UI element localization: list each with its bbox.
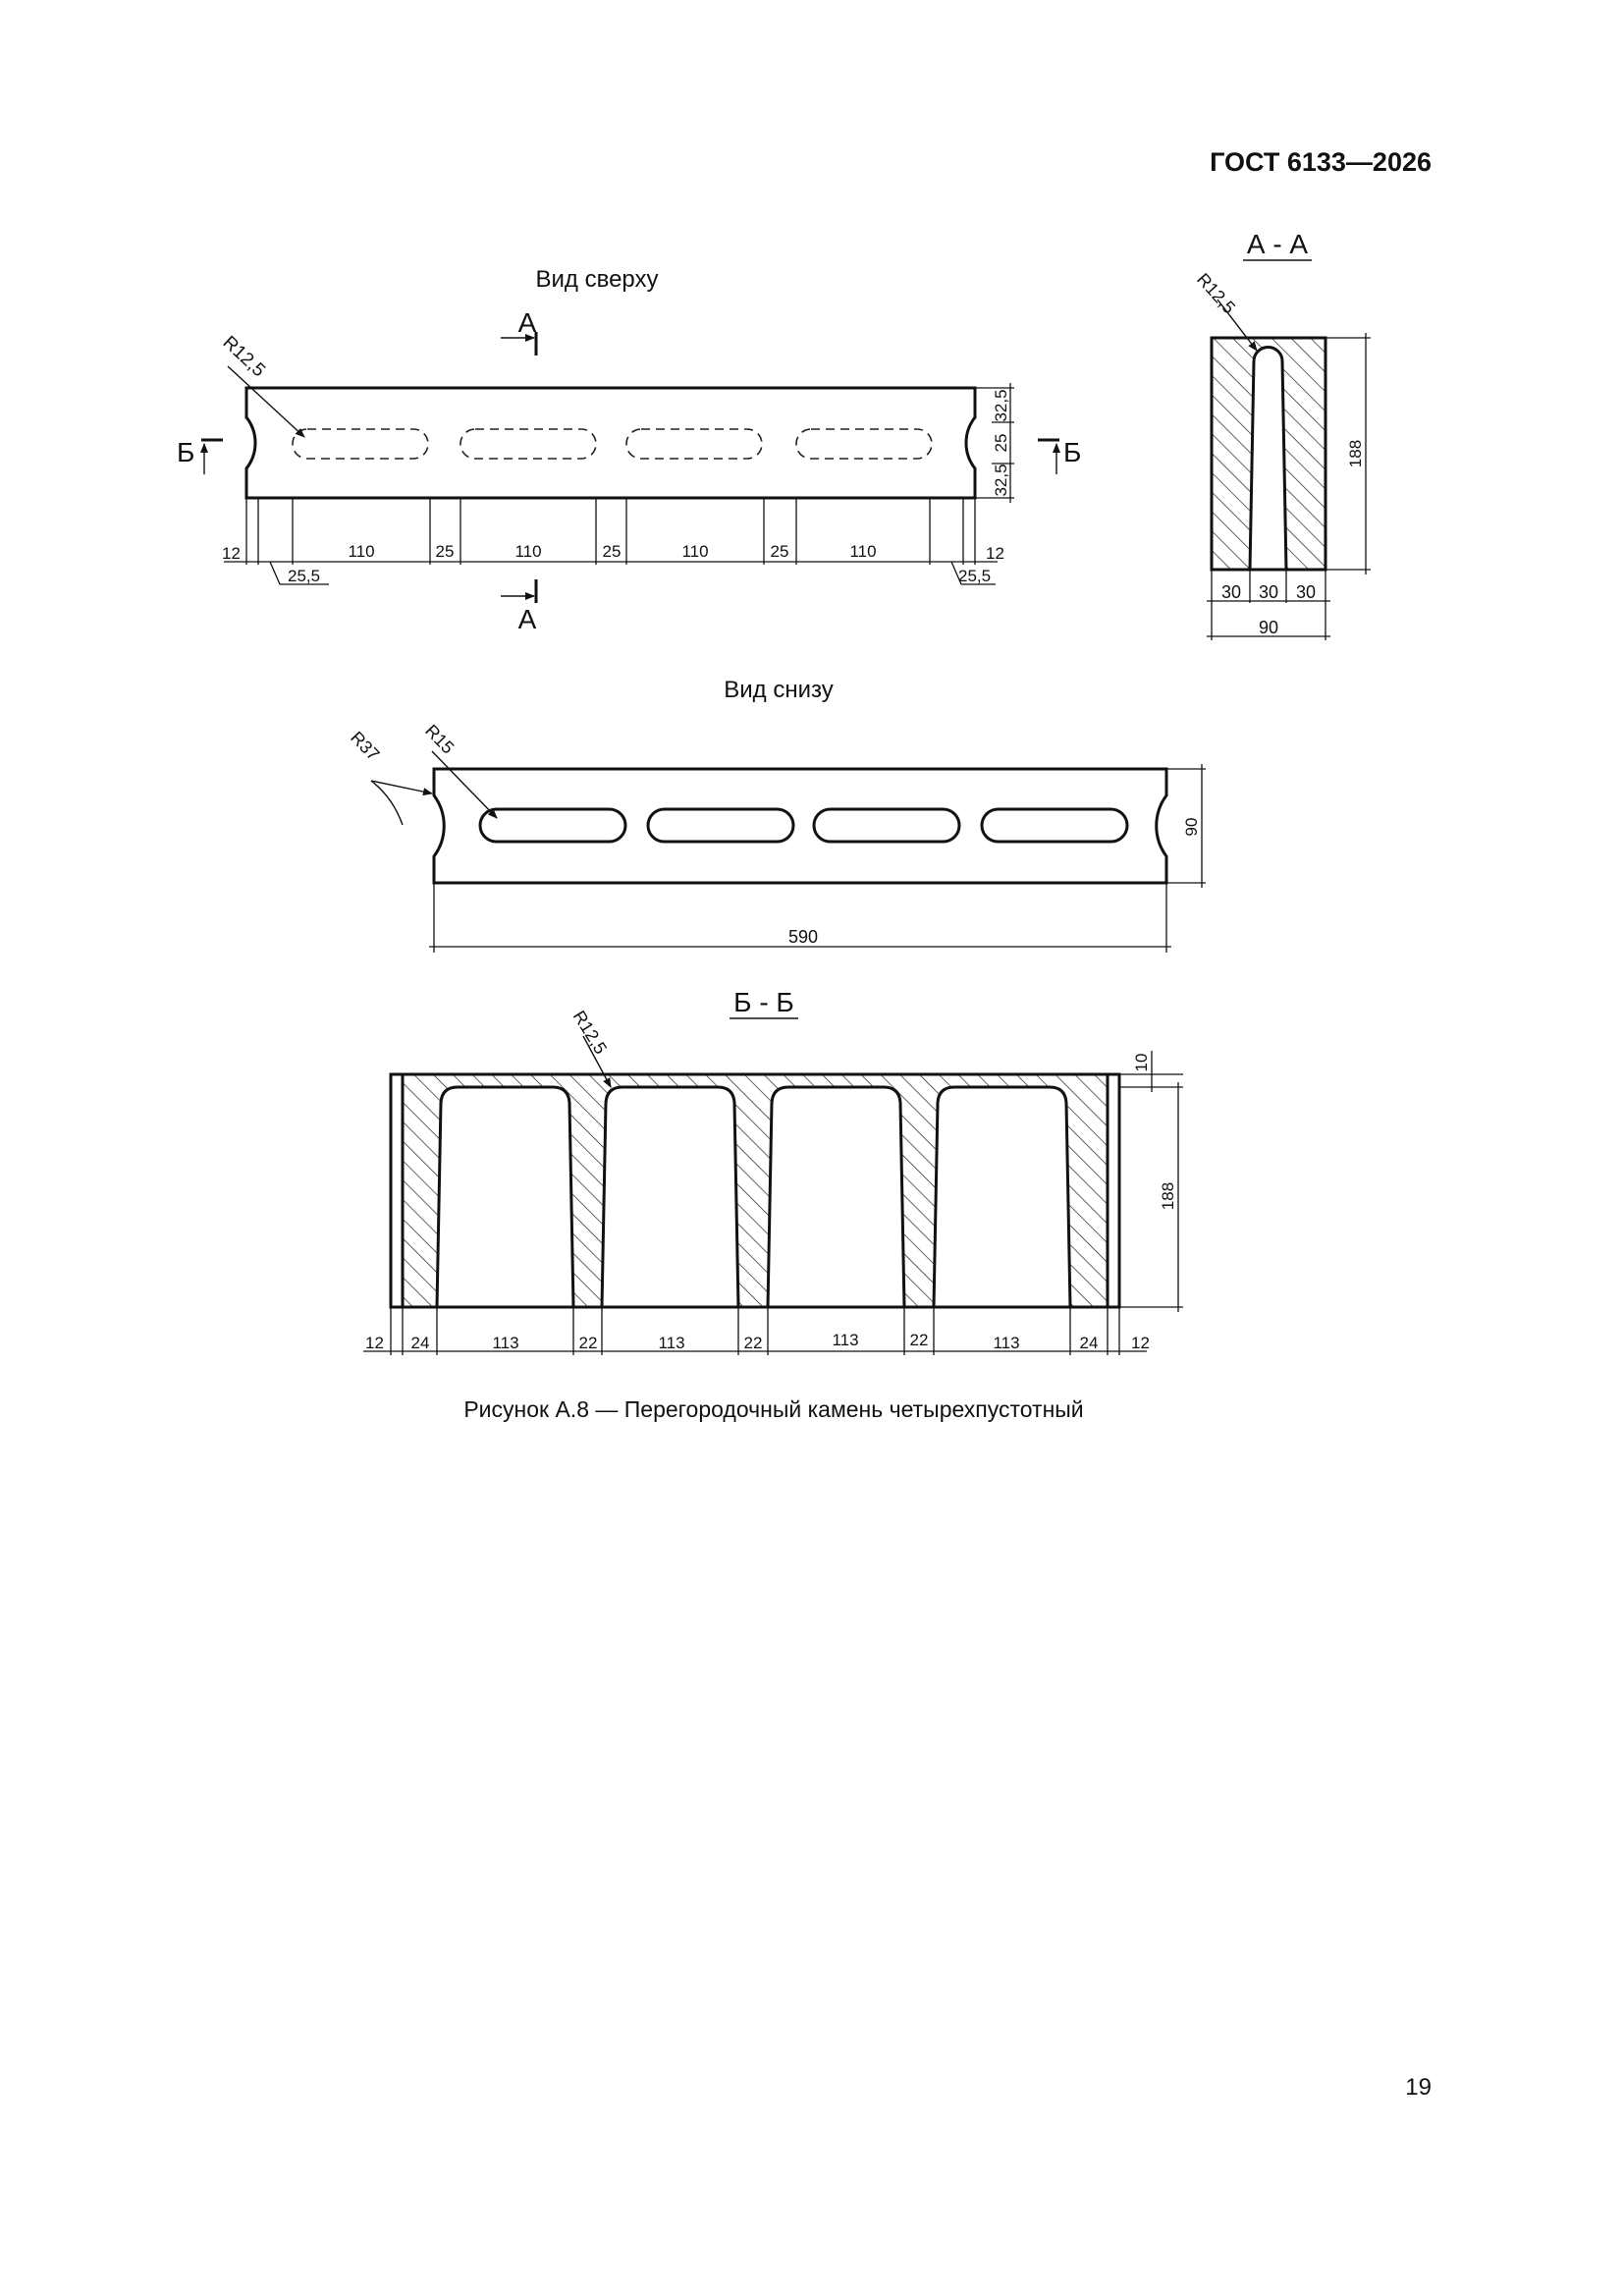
- bb-dim-web-3: 22: [909, 1331, 929, 1349]
- top-radius-label: R12,5: [218, 332, 269, 382]
- bottom-radius-hole-label: R15: [421, 720, 459, 758]
- bottom-length: 590: [787, 927, 819, 947]
- dim-web-3: 25: [770, 542, 789, 561]
- dim-hole-1: 110: [348, 542, 375, 561]
- section-bb-height: 188: [1159, 1181, 1177, 1211]
- dim-web-1: 25: [435, 542, 455, 561]
- section-a-label-bottom: А: [517, 604, 537, 634]
- section-bb-title: Б - Б: [733, 987, 794, 1017]
- section-aa-width: 90: [1258, 618, 1279, 637]
- dim-offset-right: 25,5: [958, 567, 992, 585]
- dim-end-left: 12: [222, 544, 241, 563]
- bottom-view-contour: [434, 769, 1166, 883]
- bb-dim-hole-2: 113: [658, 1334, 685, 1352]
- bb-dim-hole-4: 113: [993, 1334, 1020, 1352]
- standard-header: ГОСТ 6133—2026: [1210, 147, 1432, 177]
- bottom-radius-end-label: R37: [347, 727, 384, 765]
- dim-hole-3: 110: [681, 542, 709, 561]
- dim-offset-left: 25,5: [288, 567, 321, 585]
- bb-dim-wall-left: 24: [410, 1334, 430, 1352]
- top-dimension-chain: [224, 498, 998, 584]
- bottom-view-title: Вид снизу: [724, 677, 834, 703]
- bottom-view: [347, 677, 1206, 953]
- dim-side-a: 32,5: [992, 389, 1010, 422]
- bb-dim-wall-right: 24: [1079, 1334, 1099, 1352]
- bottom-radius-end-leader: [371, 781, 403, 825]
- bb-dim-web-1: 22: [578, 1334, 598, 1352]
- page-number: 19: [1405, 2074, 1432, 2101]
- section-aa-part-3: 30: [1295, 582, 1317, 602]
- top-view-contour: [246, 388, 975, 498]
- bottom-width: 90: [1182, 817, 1201, 837]
- section-aa-title: А - А: [1246, 229, 1309, 259]
- section-bb-solid: [403, 1074, 1108, 1307]
- bottom-radius-end-arrow: [371, 781, 432, 793]
- section-bb: [363, 987, 1183, 1355]
- dim-side-b: 32,5: [992, 464, 1010, 497]
- top-view: [177, 266, 1081, 634]
- section-aa-height: 188: [1346, 439, 1365, 468]
- section-b-label-left: Б: [177, 437, 195, 467]
- section-b-label-right: Б: [1063, 437, 1082, 467]
- section-bb-radius-label: R12,5: [568, 1007, 612, 1058]
- section-bb-end-right: [1108, 1074, 1119, 1307]
- dim-hole-2: 110: [514, 542, 542, 561]
- section-aa-solid: [1212, 338, 1325, 570]
- section-aa: [1193, 229, 1371, 640]
- figure-caption: Рисунок А.8 — Перегородочный камень четырехпустотный: [463, 1396, 1084, 1422]
- section-aa-part-1: 30: [1220, 582, 1242, 602]
- dim-end-right: 12: [986, 544, 1004, 563]
- top-view-title: Вид сверху: [535, 266, 659, 293]
- section-bb-top: 10: [1132, 1053, 1151, 1072]
- dim-web-2: 25: [602, 542, 622, 561]
- section-aa-radius-label: R12,5: [1193, 269, 1240, 318]
- section-aa-part-2: 30: [1258, 582, 1279, 602]
- section-a-label-top: А: [517, 307, 537, 338]
- dim-hole-4: 110: [849, 542, 877, 561]
- bb-dim-web-2: 22: [743, 1334, 763, 1352]
- bb-dim-hole-1: 113: [492, 1334, 519, 1352]
- section-bb-end-left: [391, 1074, 403, 1307]
- bb-dim-end-right: 12: [1131, 1334, 1150, 1352]
- bb-dim-hole-3: 113: [832, 1331, 859, 1349]
- bb-dim-end-left: 12: [365, 1334, 384, 1352]
- dim-mid: 25: [992, 433, 1010, 453]
